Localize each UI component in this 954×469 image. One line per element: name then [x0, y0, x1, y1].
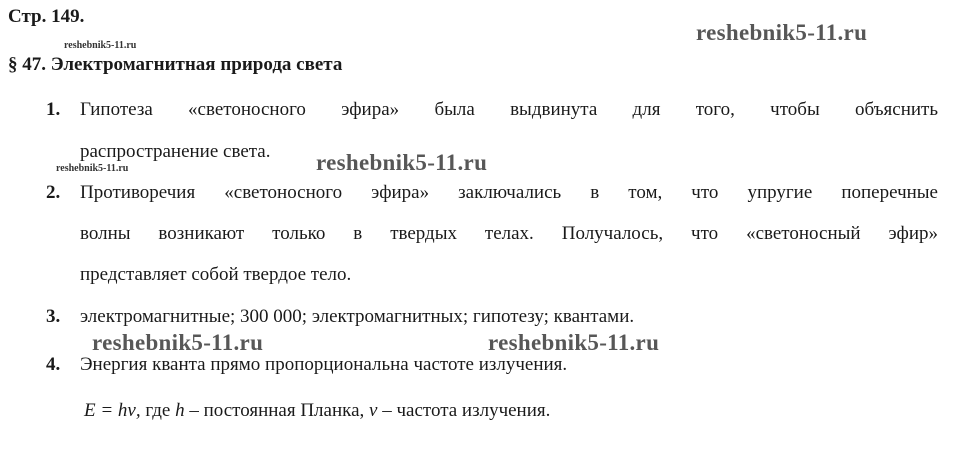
- formula-text-planck: – постоянная Планка,: [189, 400, 365, 421]
- answer-1-line-1: Гипотеза «светоносного эфира» была выдвинута для того, чтобы объяснить: [80, 99, 938, 120]
- watermark-small: reshebnik5-11.ru: [64, 40, 137, 51]
- formula-symbol-h: h: [175, 400, 185, 421]
- watermark-large: reshebnik5-11.ru: [488, 330, 660, 355]
- formula-text-where: где: [145, 400, 171, 421]
- answer-number-1: 1.: [46, 99, 61, 120]
- formula-symbol-nu: ν: [369, 400, 378, 421]
- answer-number-3: 3.: [46, 306, 61, 327]
- formula-equation: E = hν,: [84, 400, 141, 421]
- answer-number-2: 2.: [46, 182, 61, 203]
- page-reference: Стр. 149.: [8, 6, 85, 27]
- answer-4-line-1: Энергия кванта прямо пропорциональна частоте излучения.: [80, 354, 568, 375]
- planck-formula: [84, 400, 550, 422]
- watermark-large: reshebnik5-11.ru: [316, 150, 488, 175]
- watermark-small: reshebnik5-11.ru: [56, 163, 129, 174]
- answer-2-line-2: волны возникают только в твердых телах. Получалось, что «светоносный эфир»: [80, 223, 938, 244]
- answer-3-line-1: электромагнитные; 300 000; электромагнитных; гипотезу; квантами.: [80, 306, 635, 327]
- answer-2-line-3: представляет собой твердое тело.: [80, 264, 352, 285]
- section-title: § 47. Электромагнитная природа света: [8, 54, 343, 75]
- answer-1-line-2: распространение света.: [80, 141, 271, 162]
- formula-text-frequency: – частота излучения.: [382, 400, 551, 421]
- answer-number-4: 4.: [46, 354, 61, 375]
- watermark-large: reshebnik5-11.ru: [92, 330, 264, 355]
- watermark-large: reshebnik5-11.ru: [696, 20, 868, 45]
- answer-2-line-1: Противоречия «светоносного эфира» заключались в том, что упругие поперечные: [80, 182, 938, 203]
